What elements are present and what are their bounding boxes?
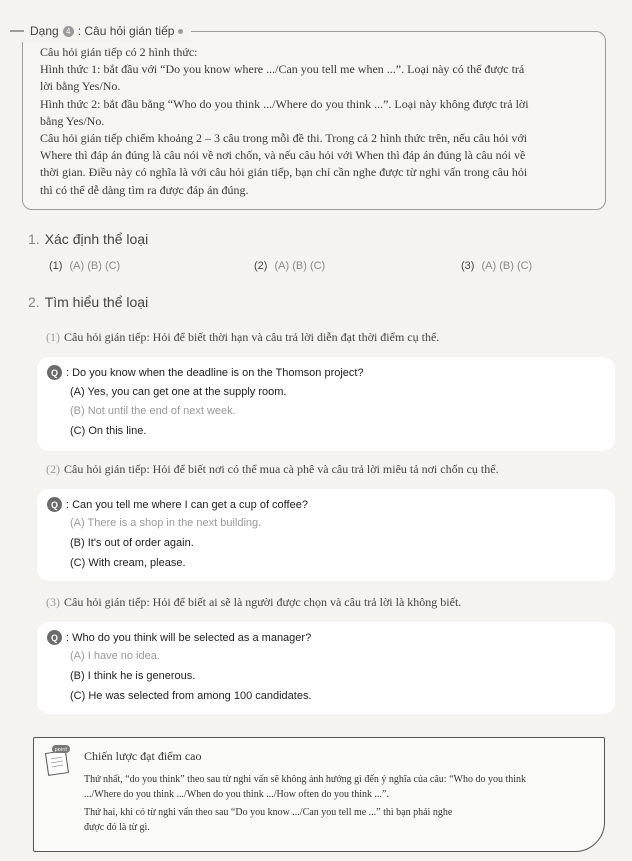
intro-line: thời gian. Điều này có nghĩa là với câu hỏi gián tiếp, bạn chỉ cần nghe được từ nghi vấn trong câu hỏi bbox=[40, 165, 528, 180]
subsection-number: (3) bbox=[46, 595, 60, 609]
intro-line: Câu hỏi gián tiếp có 2 hình thức: bbox=[40, 45, 198, 59]
subsection-2-heading bbox=[46, 462, 499, 477]
question-line bbox=[47, 365, 364, 380]
question-text: : Can you tell me where I can get a cup of coffee? bbox=[66, 498, 308, 511]
choice-options[interactable]: (A) (B) (C) bbox=[274, 260, 326, 272]
subsection-number: (1) bbox=[46, 330, 60, 344]
intro-line: Hình thức 2: bắt đầu bằng “Who do you think .../Where do you think ...”. Loại này không được trả lời bbox=[40, 96, 529, 111]
answer-a[interactable]: (A) There is a shop in the next building. bbox=[70, 517, 262, 529]
intro-line: thì có thể dễ dàng tìm ra được đáp án đúng. bbox=[40, 182, 249, 197]
strategy-line: Thứ nhất, “do you think” theo sau từ nghi vấn sẽ không ảnh hưởng gì đến ý nghĩa của câu: “Who do you think .../Where do you think .../When do you think .../How often do you think ...”. bbox=[84, 774, 527, 800]
intro-title-prefix: Dạng bbox=[30, 24, 59, 38]
choice-label: (1) bbox=[49, 260, 63, 272]
intro-title bbox=[12, 20, 191, 42]
intro-line: Hình thức 1: bắt đầu với “Do you know where .../Can you tell me when ...”. Loại này có thể được trả bbox=[40, 62, 525, 77]
question-q-icon: Q bbox=[47, 365, 62, 380]
section-2-number: 2. bbox=[28, 294, 40, 310]
intro-text bbox=[40, 44, 592, 199]
question-box-1 bbox=[37, 357, 615, 451]
question-text: : Do you know when the deadline is on the Thomson project? bbox=[66, 366, 364, 379]
intro-title-suffix: : Câu hỏi gián tiếp bbox=[77, 24, 175, 38]
choice-options[interactable]: (A) (B) (C) bbox=[481, 260, 533, 272]
question-q-icon: Q bbox=[47, 497, 62, 512]
strategy-text bbox=[84, 772, 554, 838]
choice-label: (2) bbox=[254, 260, 268, 272]
answer-c[interactable]: (C) With cream, please. bbox=[70, 557, 186, 569]
choice-item-2[interactable] bbox=[254, 260, 325, 272]
point-badge-text: point bbox=[54, 747, 68, 753]
question-line bbox=[47, 497, 308, 512]
choice-label: (3) bbox=[461, 260, 475, 272]
question-box-2 bbox=[37, 489, 615, 581]
answer-b[interactable]: (B) It's out of order again. bbox=[70, 537, 194, 549]
strategy-line: Thứ hai, khi có từ nghi vấn theo sau “Do you know .../Can you tell me ...” thì bạn phải nghe được đó là từ gì. bbox=[84, 807, 453, 833]
answer-b[interactable]: (B) I think he is generous. bbox=[70, 670, 196, 682]
question-text: : Who do you think will be selected as a manager? bbox=[66, 631, 312, 644]
answer-b[interactable]: (B) Not until the end of next week. bbox=[70, 405, 236, 417]
choice-options[interactable]: (A) (B) (C) bbox=[69, 260, 121, 272]
answer-c[interactable]: (C) He was selected from among 100 candidates. bbox=[70, 690, 312, 702]
subsection-text: Câu hỏi gián tiếp: Hỏi để biết thời hạn và câu trả lời diễn đạt thời điểm cụ thể. bbox=[64, 330, 440, 344]
choice-item-1[interactable] bbox=[49, 260, 120, 272]
subsection-text: Câu hỏi gián tiếp: Hỏi để biết nơi có thể mua cà phê và câu trả lời miêu tả nơi chốn cụ thể. bbox=[64, 462, 499, 476]
answer-a[interactable]: (A) Yes, you can get one at the supply room. bbox=[70, 386, 287, 398]
section-1-number: 1. bbox=[28, 231, 40, 247]
subsection-text: Câu hỏi gián tiếp: Hỏi để biết ai sẽ là người được chọn và câu trả lời là không biết. bbox=[64, 595, 462, 609]
answer-c[interactable]: (C) On this line. bbox=[70, 425, 147, 437]
section-2-title: Tìm hiểu thể loại bbox=[44, 294, 149, 310]
intro-line: lời bằng Yes/No. bbox=[40, 79, 121, 94]
answer-a[interactable]: (A) I have no idea. bbox=[70, 650, 160, 662]
choice-item-3[interactable] bbox=[461, 260, 532, 272]
subsection-1-heading bbox=[46, 330, 439, 345]
strategy-title: Chiến lược đạt điểm cao bbox=[84, 749, 202, 763]
strategy-box bbox=[33, 737, 605, 852]
notepad-icon bbox=[44, 744, 74, 776]
section-2-heading bbox=[28, 294, 148, 310]
section-1-title: Xác định thể loại bbox=[44, 231, 149, 247]
type-number-badge: 4 bbox=[63, 26, 74, 37]
subsection-number: (2) bbox=[46, 462, 60, 476]
intro-line: bằng Yes/No. bbox=[40, 113, 105, 128]
question-box-3 bbox=[37, 622, 615, 714]
intro-line: Câu hỏi gián tiếp chiếm khoảng 2 – 3 câu trong mỗi đề thi. Trong cả 2 hình thức trên, nếu câu hỏi với bbox=[40, 131, 528, 146]
section-1-heading bbox=[28, 231, 148, 247]
question-q-icon: Q bbox=[47, 630, 62, 645]
title-dot-icon bbox=[178, 29, 183, 34]
subsection-3-heading bbox=[46, 595, 461, 610]
intro-line: Where thì đáp án đúng là câu nói về nơi chốn, và nếu câu hỏi với When thì đáp án đúng là câu nói về bbox=[40, 148, 526, 163]
question-line bbox=[47, 630, 311, 645]
title-left-rule bbox=[10, 30, 24, 32]
